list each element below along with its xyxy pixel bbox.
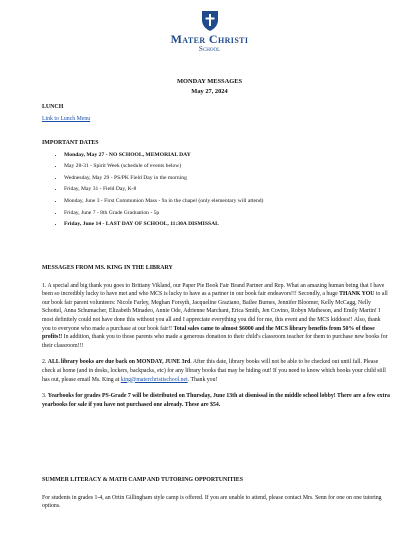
lunch-menu-link[interactable]: Link to Lunch Menu: [42, 115, 91, 122]
summer-section: [42, 476, 390, 511]
library-paragraph-1: 1. A special and big thank you goes to Brittany Vikland, our Paper Pie Book Fair Brand Partner and Rep. What an amazing human being that I have been so incredibly lucky to have met and who MCS is lucky to have as a partner in our book fair endeavors!!! Secondly, a huge THANK YOU to all our book fair parent volunteers: Nicole Farley, Meghan Forsyth, Jacqueline Graziano, Bailee Burnes, Jennifer Bloomer, Kelly McCagg, Nelly Schottel, Anna Schumacher, Elizabeth Minadeo, Annie Ode, Adrienne Marchant, Erica Smith, Jen Covino, Robyn Matheson, and Emily Martin! I most definitely could not have done this without you all and I appreciate everything you did for me, this event and the MCS kiddoes!! Also, thank you to everyone who made a purchase at our book fair!! Total sales came to almost $6000 and the MCS library benefits from 50% of those profits!! In addition, thank you to those parents who made a generous donation to their child's classroom teacher for them to purchase new books for their classroom!!!: [42, 282, 388, 349]
library-section: [42, 264, 390, 409]
library-paragraph-3: 3. Yearbooks for grades PS-Grade 7 will be distributed on Thursday, June 13th at dismissal in the middle school lobby! There are a few extra yearbooks for sale if you have not purchased one already. These are $54.: [42, 393, 390, 408]
school-name: Mater Christi: [170, 32, 249, 46]
important-dates-heading: IMPORTANT DATES: [42, 140, 99, 146]
summer-paragraph: For students in grades 1-4, an Ortin Gillingham style camp is offered. If you are unable to attend, please contact Mrs. Senn for one on one tutoring options.: [42, 494, 382, 510]
school-name-sub: School: [198, 44, 221, 53]
list-item: • Friday, June 7 - 8th Grade Graduation - 5p: [64, 208, 390, 220]
lunch-section: [42, 103, 390, 123]
list-item: • Monday, June 3 - First Communion Mass - 9a in the chapel (only elementary will attend): [64, 196, 390, 208]
list-item: • Friday, June 14 - LAST DAY OF SCHOOL, 11:30A DISMISSAL: [64, 219, 390, 231]
summer-heading: SUMMER LITERACY & MATH CAMP AND TUTORING OPPORTUNITIES: [42, 477, 244, 483]
important-dates-section: [42, 139, 390, 231]
newsletter-date: May 27, 2024: [191, 88, 228, 95]
library-heading: MESSAGES FROM MS. KING IN THE LIBRARY: [42, 265, 173, 271]
list-item: • Monday, May 27 - NO SCHOOL, MEMORIAL DAY: [64, 150, 390, 162]
newsletter-title: MONDAY MESSAGES: [176, 78, 243, 85]
list-item: • Friday, May 31 - Field Day, K-8: [64, 184, 390, 196]
library-paragraph-2: 2. ALL library books are due back on MONDAY, JUNE 3rd. After this date, library books will not be able to be checked out until fall. Please check at home (and in desks, lockers, backpacks, etc) for any library books that may be hiding out! If you need to know which books your child still has out, please email Ms. King at king@materchristischool.net. Thank you!: [42, 359, 386, 383]
important-dates-list: [42, 150, 390, 231]
list-item: • May 28-31 - Spirit Week (schedule of events below): [64, 161, 390, 173]
lunch-heading: LUNCH: [42, 104, 64, 110]
shield-cross-icon: [200, 10, 220, 32]
email-link[interactable]: king@materchristischool.net: [120, 376, 188, 383]
list-item: • Wednesday, May 29 - PS/PK Field Day in the morning: [64, 173, 390, 185]
school-logo: [0, 10, 419, 53]
